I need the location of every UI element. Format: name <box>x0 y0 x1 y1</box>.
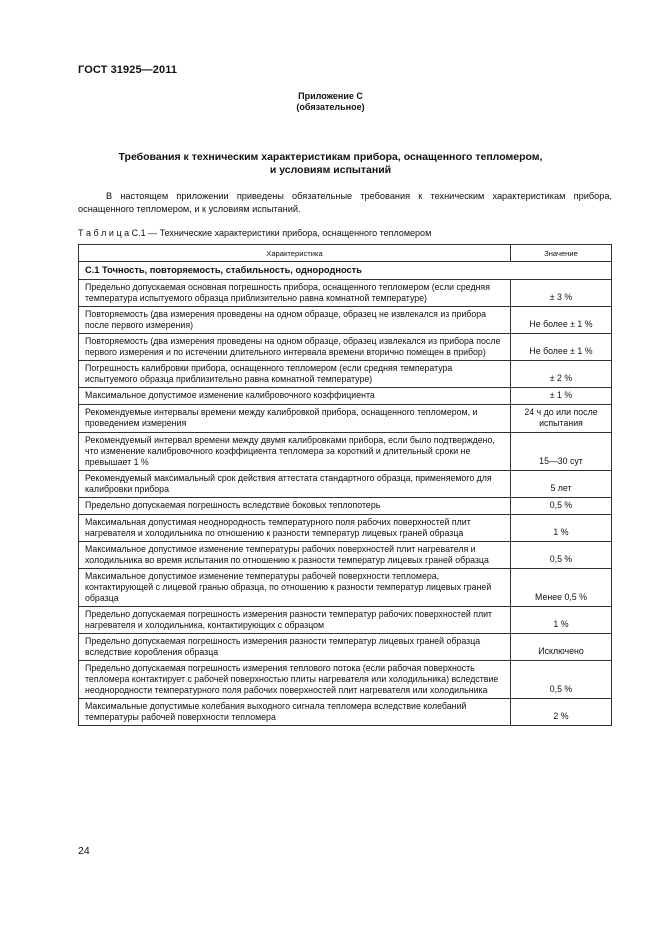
table-row <box>79 361 612 388</box>
intro-paragraph: В настоящем приложении приведены обязательные требования к техническим характеристикам прибора, оснащенного тепломером, и к условиям испытаний. <box>78 191 612 214</box>
standard-code: ГОСТ 31925—2011 <box>78 64 178 76</box>
value-cell: 15—30 сут <box>511 433 612 471</box>
header-characteristic: Характеристика <box>79 245 511 262</box>
table-row <box>79 405 612 433</box>
characteristic-cell: Предельно допускаемая погрешность измерения разности температур рабочих поверхностей плит нагревателя и холодильника, контактирующих с образцом <box>79 607 511 634</box>
appendix-title: Приложение С <box>298 91 363 101</box>
value-cell: 1 % <box>511 515 612 542</box>
spec-table <box>78 244 612 726</box>
page-number: 24 <box>78 845 90 857</box>
section-title-line2: и условиям испытаний <box>269 164 392 176</box>
value-cell: Исключено <box>511 634 612 661</box>
value-cell: ± 2 % <box>511 361 612 388</box>
value-cell: ± 1 % <box>511 388 612 405</box>
table-row <box>79 607 612 634</box>
appendix-status: (обязательное) <box>296 102 365 112</box>
characteristic-cell: Максимальные допустимые колебания выходного сигнала тепломера вследствие колебаний температуры рабочей поверхности тепломера <box>79 699 511 726</box>
header-value: Значение <box>511 245 612 262</box>
value-cell: 1 % <box>511 607 612 634</box>
table-row <box>79 433 612 471</box>
table-header-row <box>79 245 612 262</box>
characteristic-cell: Повторяемость (два измерения проведены на одном образце, образец извлекался из прибора после первого измерения и по истечении длительного интервала времени вторично помещен в прибор) <box>79 334 511 361</box>
characteristic-cell: Предельно допускаемая погрешность измерения разности температур лицевых граней образца вследствие коробления образца <box>79 634 511 661</box>
characteristic-cell: Максимальное допустимое изменение калибровочного коэффициента <box>79 388 511 405</box>
table-row <box>79 334 612 361</box>
table-row <box>79 634 612 661</box>
section-title <box>0 151 661 177</box>
table-row <box>79 661 612 699</box>
characteristic-cell: Предельно допускаемая погрешность вследствие боковых теплопотерь <box>79 498 511 515</box>
value-cell: 0,5 % <box>511 661 612 699</box>
table-caption: Т а б л и ц а С.1 — Технические характеристики прибора, оснащенного тепломером <box>78 228 432 238</box>
characteristic-cell: Повторяемость (два измерения проведены на одном образце, образец не извлекался из прибора после первого измерения) <box>79 307 511 334</box>
table-row <box>79 388 612 405</box>
characteristic-cell: Предельно допускаемая основная погрешность прибора, оснащенного тепломером (если средняя температура испытуемого образца приблизительно равна комнатной температуре) <box>79 280 511 307</box>
section-heading: С.1 Точность, повторяемость, стабильность, однородность <box>79 262 612 280</box>
characteristic-cell: Погрешность калибровки прибора, оснащенного тепломером (если средняя температура испытуемого образца приблизительно равна комнатной температуре) <box>79 361 511 388</box>
value-cell: Менее 0,5 % <box>511 569 612 607</box>
table-row <box>79 569 612 607</box>
value-cell: 0,5 % <box>511 542 612 569</box>
section-row <box>79 262 612 280</box>
table-row <box>79 542 612 569</box>
characteristic-cell: Предельно допускаемая погрешность измерения теплового потока (если рабочая поверхность тепломера контактирует с рабочей поверхностью плиты нагревателя или холодильника) вследствие неоднородности температурного поля рабочих поверхностей плит нагревателя или холодильника <box>79 661 511 699</box>
value-cell: 2 % <box>511 699 612 726</box>
table-row <box>79 280 612 307</box>
section-title-line1: Требования к техническим характеристикам прибора, оснащенного тепломером, <box>118 151 543 163</box>
characteristic-cell: Максимальное допустимое изменение температуры рабочих поверхностей плит нагревателя и холодильника во время испытания по отношению к разности температур лицевых граней образца <box>79 542 511 569</box>
characteristic-cell: Максимальное допустимое изменение температуры рабочей поверхности тепломера, контактирующей с лицевой гранью образца, по отношению к разности температур лицевых граней образца <box>79 569 511 607</box>
characteristic-cell: Максимальная допустимая неоднородность температурного поля рабочих поверхностей плит нагревателя и холодильника по отношению к разности температур лицевых граней образца <box>79 515 511 542</box>
value-cell: Не более ± 1 % <box>511 334 612 361</box>
table-row <box>79 471 612 498</box>
characteristic-cell: Рекомендуемые интервалы времени между калибровкой прибора, оснащенного тепломером, и проведением измерения <box>79 405 511 433</box>
value-cell: Не более ± 1 % <box>511 307 612 334</box>
value-cell: 5 лет <box>511 471 612 498</box>
table-row <box>79 515 612 542</box>
value-cell: 0,5 % <box>511 498 612 515</box>
value-cell: 24 ч до или после испытания <box>511 405 612 433</box>
characteristic-cell: Рекомендуемый максимальный срок действия аттестата стандартного образца, применяемого для калибровки прибора <box>79 471 511 498</box>
table-row <box>79 498 612 515</box>
table-row <box>79 699 612 726</box>
table-row <box>79 307 612 334</box>
characteristic-cell: Рекомендуемый интервал времени между двумя калибровками прибора, если было подтверждено, что изменение калибровочного коэффициента тепломера за короткий и длительный сроки не превышает 1 % <box>79 433 511 471</box>
value-cell: ± 3 % <box>511 280 612 307</box>
